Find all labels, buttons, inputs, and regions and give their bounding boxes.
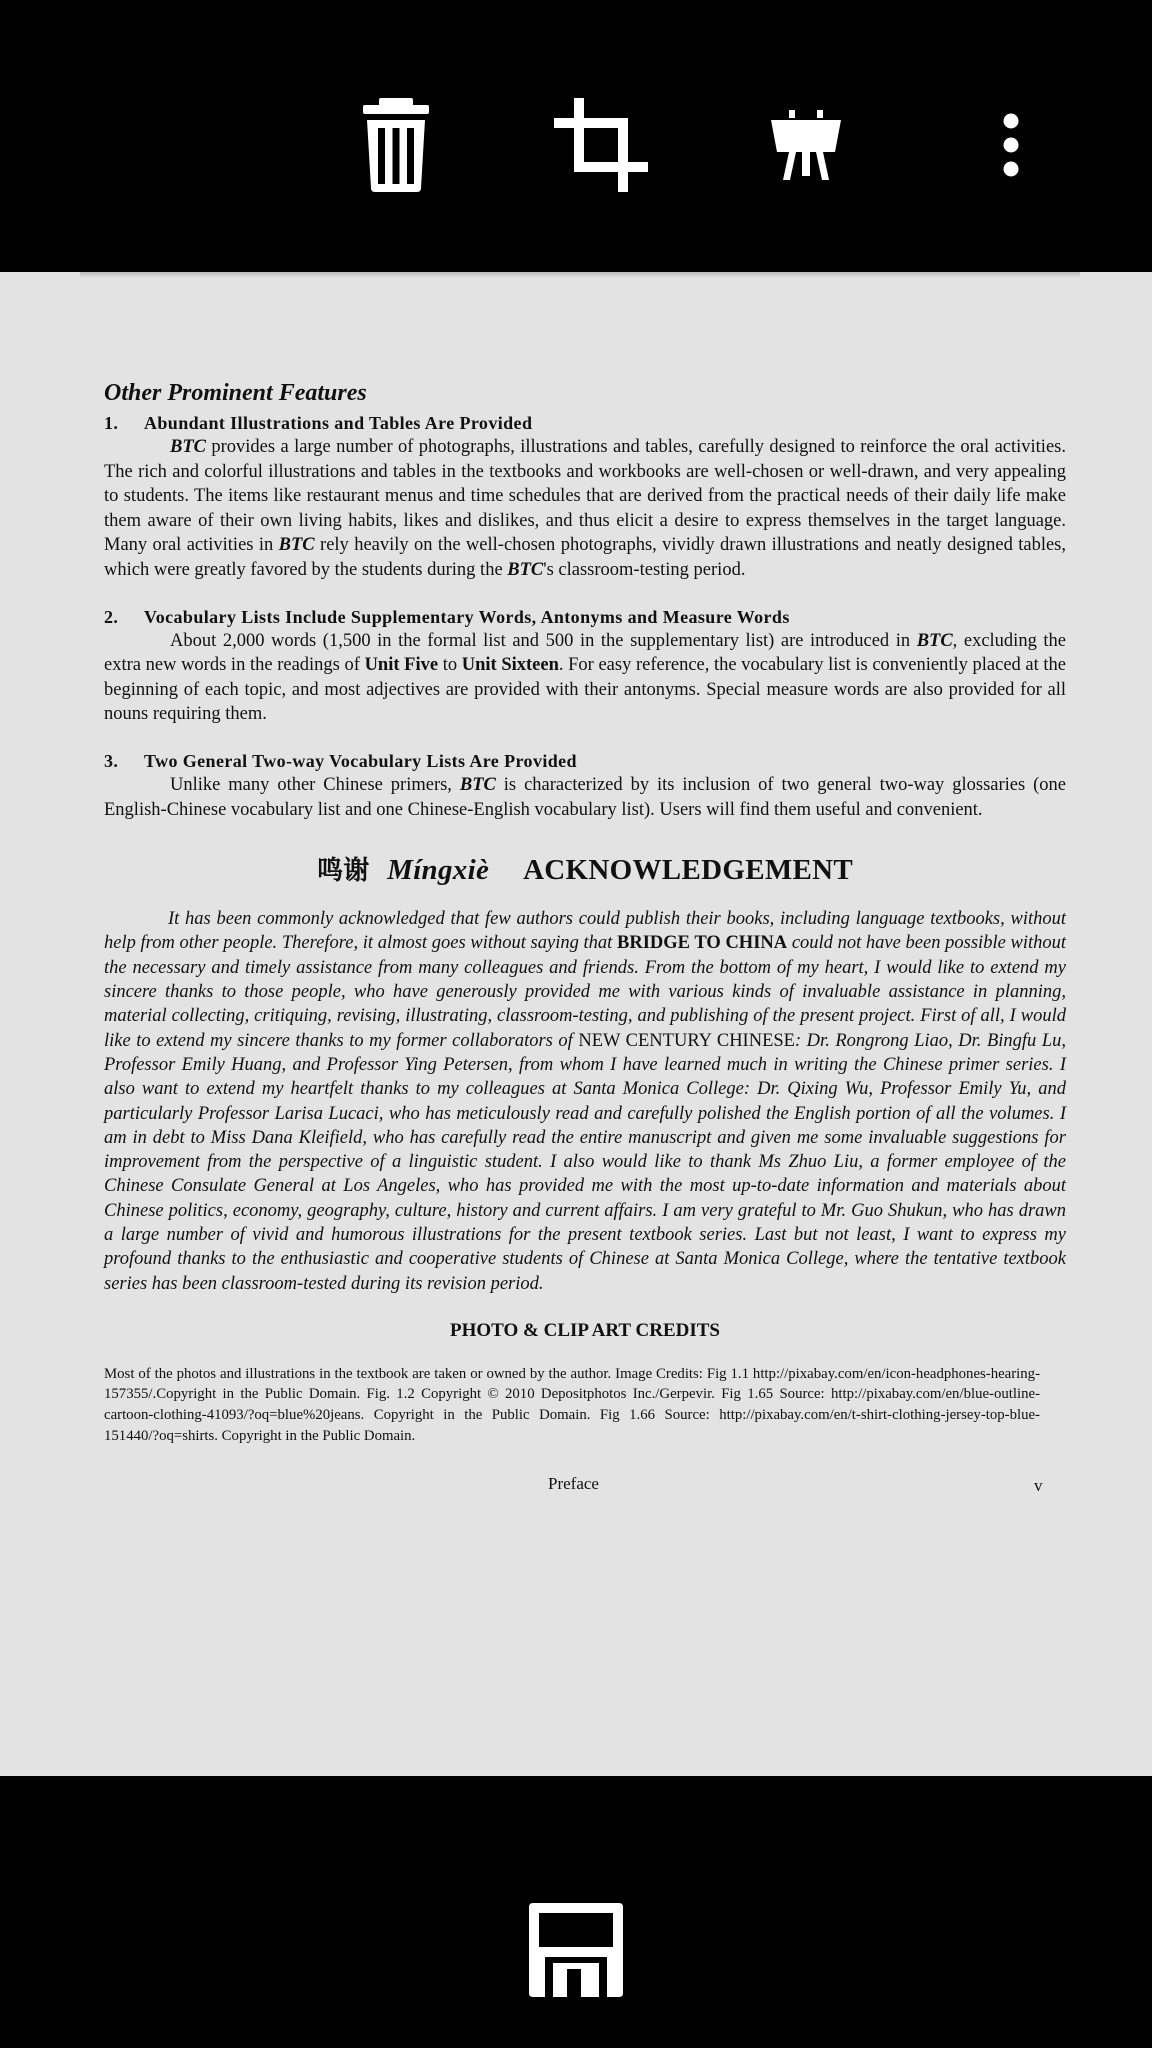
section-heading: Other Prominent Features [104, 380, 367, 406]
credits-text: Most of the photos and illustrations in the textbook are taken or owned by the author. Image Credits: Fig 1.1 http://pixabay.com/en/icon-headphones-hearing-157355/.Copyright in the Public Domain. Fig. 1.2 Copyright © 2010 Depositphotos Inc./Gerpevir. Fig 1.65 Source: http://pixabay.com/en/blue-outline-cartoon-clothing-41093/?oq=blue%20jeans. Copyright in the Public Domain. Fig 1.66 Source: http://pixabay.com/en/t-shirt-clothing-jersey-top-blue-151440/?oq=shirts. Copyright in the Public Domain. [104, 1365, 1040, 1444]
more-options-button[interactable] [956, 90, 1066, 200]
page-footer [104, 1474, 1066, 1514]
more-vert-icon [1001, 113, 1021, 177]
document-page [0, 272, 1152, 1776]
feature-title-2: 2. Vocabulary Lists Include Supplementary Words, Antonyms and Measure Words [104, 606, 790, 627]
footer-label: Preface [548, 1474, 599, 1494]
feature-title-1: 1. Abundant Illustrations and Tables Are Provided [104, 413, 533, 433]
save-icon [529, 1903, 623, 1997]
delete-button[interactable] [341, 90, 451, 200]
feature-text-1: BTC provides a large number of photographs, illustrations and tables, carefully designed to reinforce the oral activities. The rich and colorful illustrations and tables in the textbooks and workbooks are well-chosen or well-drawn, and very appealing to students. The items like restaurant menus and time schedules that are derived from the practical needs of their daily life make them aware of their own living habits, likes and dislikes, and thus elicit a desire to express themselves in the target language. Many oral activities in BTC rely heavily on the well-chosen photographs, vividly drawn illustrations and neatly designed tables, which were greatly favored by the students during the BTC's classroom-testing period. [104, 437, 1066, 580]
page-content [104, 380, 1066, 1514]
top-toolbar [0, 0, 1152, 272]
present-button[interactable] [751, 90, 861, 200]
easel-icon [771, 110, 841, 180]
page-number: v [1034, 1476, 1043, 1496]
crop-button[interactable] [546, 90, 656, 200]
ack-title-pinyin: Míngxiè [387, 854, 490, 887]
crop-icon [554, 98, 648, 192]
save-button[interactable] [520, 1894, 632, 2006]
page-edge-shadow [80, 272, 1080, 278]
feature-title-3: 3. Two General Two-way Vocabulary Lists Are Provided [104, 750, 577, 771]
trash-icon [361, 98, 431, 192]
ack-title-english: ACKNOWLEDGEMENT [523, 854, 854, 887]
acknowledgement-title [104, 850, 1066, 887]
credits-title: PHOTO & CLIP ART CREDITS [450, 1319, 720, 1341]
feature-text-2: About 2,000 words (1,500 in the formal list and 500 in the supplementary list) are introduced in BTC, excluding the extra new words in the readings of Unit Five to Unit Sixteen. For easy reference, the vocabulary list is conveniently placed at the beginning of each topic, and most adjectives are provided with their antonyms. Special measure words are also provided for all nouns requiring them. [104, 630, 1067, 725]
ack-title-chinese: 鸣谢 [316, 856, 370, 887]
acknowledgement-text: It has been commonly acknowledged that few authors could publish their books, including language textbooks, without help from other people. Therefore, it almost goes without saying that BRIDGE TO CHINA could not have been possible without the necessary and timely assistance from many colleagues and friends. From the bottom of my heart, I would like to extend my sincere thanks to those people, who have generously provided me with various kinds of invaluable assistance in planning, material collecting, critiquing, revising, illustrating, classroom-testing, and publishing of the present project. First of all, I would like to extend my sincere thanks to my former collaborators of NEW CENTURY CHINESE: Dr. Rongrong Liao, Dr. Bingfu Lu, Professor Emily Huang, and Professor Ying Petersen, from whom I have learned much in writing the Chinese primer series. I also want to extend my heartfelt thanks to my colleagues at Santa Monica College: Dr. Qixing Wu, Professor Emily Yu, and particularly Professor Larisa Lucaci, who has meticulously read and carefully polished the English portion of all the volumes. I am in debt to Miss Dana Kleifield, who has carefully read the entire manuscript and given me some invaluable suggestions for improvement from the perspective of a linguistic student. I also would like to thank Ms Zhuo Liu, a former employee of the Chinese Consulate General at Los Angeles, who has provided me with the most up-to-date information and materials about Chinese politics, economy, geography, culture, history and current affairs. I am very grateful to Mr. Guo Shukun, who has drawn a large number of vivid and humorous illustrations for the present textbook series. Last but not least, I want to express my profound thanks to the enthusiastic and cooperative students of Chinese at Santa Monica College, where the tentative textbook series has been classroom-tested during its revision period. [104, 909, 1067, 1294]
feature-text-3: Unlike many other Chinese primers, BTC is characterized by its inclusion of two general two-way glossaries (one English-Chinese vocabulary list and one Chinese-English vocabulary list). Users will find them useful and convenient. [104, 774, 1067, 820]
